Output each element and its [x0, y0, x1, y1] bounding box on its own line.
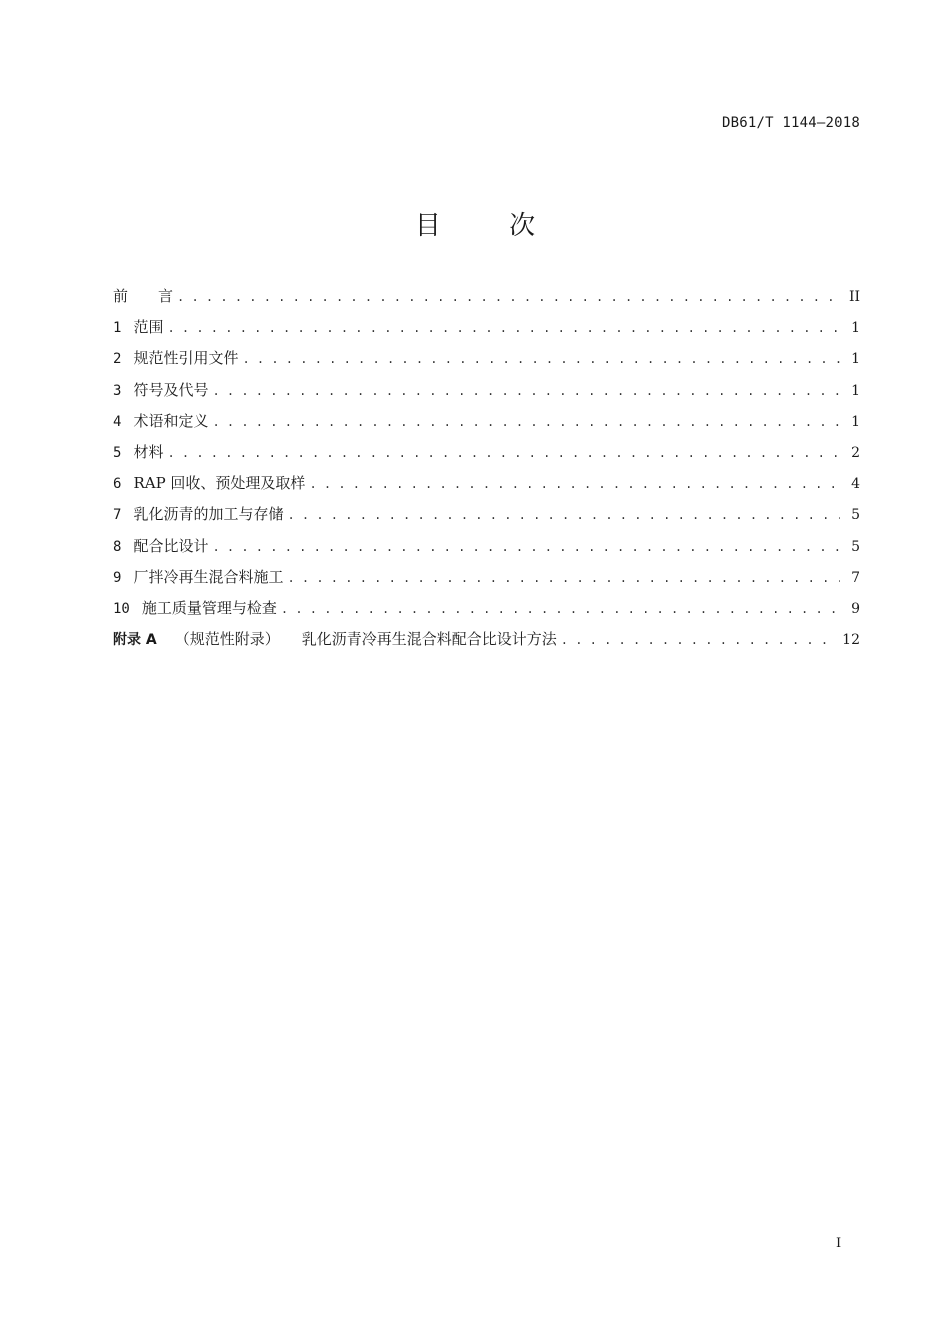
toc-entry-3[interactable]: [113, 379, 860, 410]
toc-entry-label: 材料: [133, 442, 164, 461]
toc-entry-page: 1: [851, 413, 860, 430]
toc-entry-annex-a[interactable]: [113, 628, 860, 659]
dot-leader: [177, 290, 840, 304]
toc-title: [0, 205, 950, 242]
dot-leader: [309, 477, 840, 491]
dot-leader: [212, 384, 840, 398]
toc-entry-page: 5: [851, 538, 860, 555]
toc-entry-page: 4: [851, 476, 860, 493]
toc-entry-number: 8: [113, 538, 122, 555]
toc-entry-7[interactable]: [113, 503, 860, 534]
toc-entry-label: 符号及代号: [133, 380, 209, 399]
toc-entry-page: 1: [851, 320, 860, 337]
toc-entry-label: 范围: [133, 318, 164, 337]
annex-id: 附录 A: [113, 632, 157, 649]
toc-entry-page: 12: [842, 632, 860, 649]
toc-entry-label: 乳化沥青的加工与存储: [133, 505, 284, 524]
toc-entry-label: 前言: [113, 287, 174, 305]
toc-entry-page: 2: [851, 444, 860, 461]
toc-entry-label: 规范性引用文件: [133, 349, 239, 368]
toc-entry-9[interactable]: [113, 566, 860, 597]
toc-entry-number: 9: [113, 569, 122, 586]
dot-leader: [167, 446, 840, 460]
toc-entry-label: 配合比设计: [133, 536, 209, 555]
toc-entry-preface[interactable]: [113, 285, 860, 316]
toc-entry-number: 2: [113, 351, 122, 368]
toc-entry-4[interactable]: [113, 410, 860, 441]
toc-entry-10[interactable]: [113, 597, 860, 628]
toc-entry-6[interactable]: [113, 472, 860, 503]
toc-entry-label: 术语和定义: [133, 411, 209, 430]
dot-leader: [281, 602, 840, 616]
toc-entry-number: 1: [113, 320, 122, 337]
toc-entry-page: 5: [851, 507, 860, 524]
table-of-contents: [113, 285, 860, 659]
toc-entry-page: II: [848, 289, 860, 305]
toc-entry-page: 7: [851, 569, 860, 586]
toc-entry-number: 6: [113, 476, 122, 493]
toc-entry-number: 7: [113, 507, 122, 524]
dot-leader: [242, 352, 840, 366]
toc-entry-number: 3: [113, 382, 122, 399]
document-code: DB61/T 1144—2018: [721, 115, 860, 131]
toc-entry-1[interactable]: [113, 316, 860, 347]
toc-entry-number: 4: [113, 413, 122, 430]
dot-leader: [212, 540, 840, 554]
toc-entry-label: 厂拌冷再生混合料施工: [133, 567, 284, 586]
dot-leader: [287, 571, 840, 585]
toc-entry-number: 10: [113, 600, 130, 617]
annex-type: （规范性附录）: [174, 630, 280, 649]
toc-title-char-1: 目: [414, 211, 441, 241]
toc-entry-label: RAP 回收、预处理及取样: [133, 474, 306, 493]
toc-entry-label: 乳化沥青冷再生混合料配合比设计方法: [301, 630, 557, 649]
toc-entry-5[interactable]: [113, 441, 860, 472]
toc-entry-page: 9: [851, 600, 860, 617]
dot-leader: [287, 508, 840, 522]
toc-entry-page: 1: [851, 382, 860, 399]
toc-entry-number: 5: [113, 444, 122, 461]
page-number: I: [836, 1236, 842, 1251]
toc-entry-page: 1: [851, 351, 860, 368]
toc-entry-8[interactable]: [113, 535, 860, 566]
toc-title-char-2: 次: [509, 211, 536, 241]
dot-leader: [167, 321, 840, 335]
dot-leader: [212, 415, 840, 429]
dot-leader: [561, 633, 836, 647]
toc-entry-label: 施工质量管理与检查: [141, 598, 277, 617]
toc-entry-2[interactable]: [113, 347, 860, 378]
